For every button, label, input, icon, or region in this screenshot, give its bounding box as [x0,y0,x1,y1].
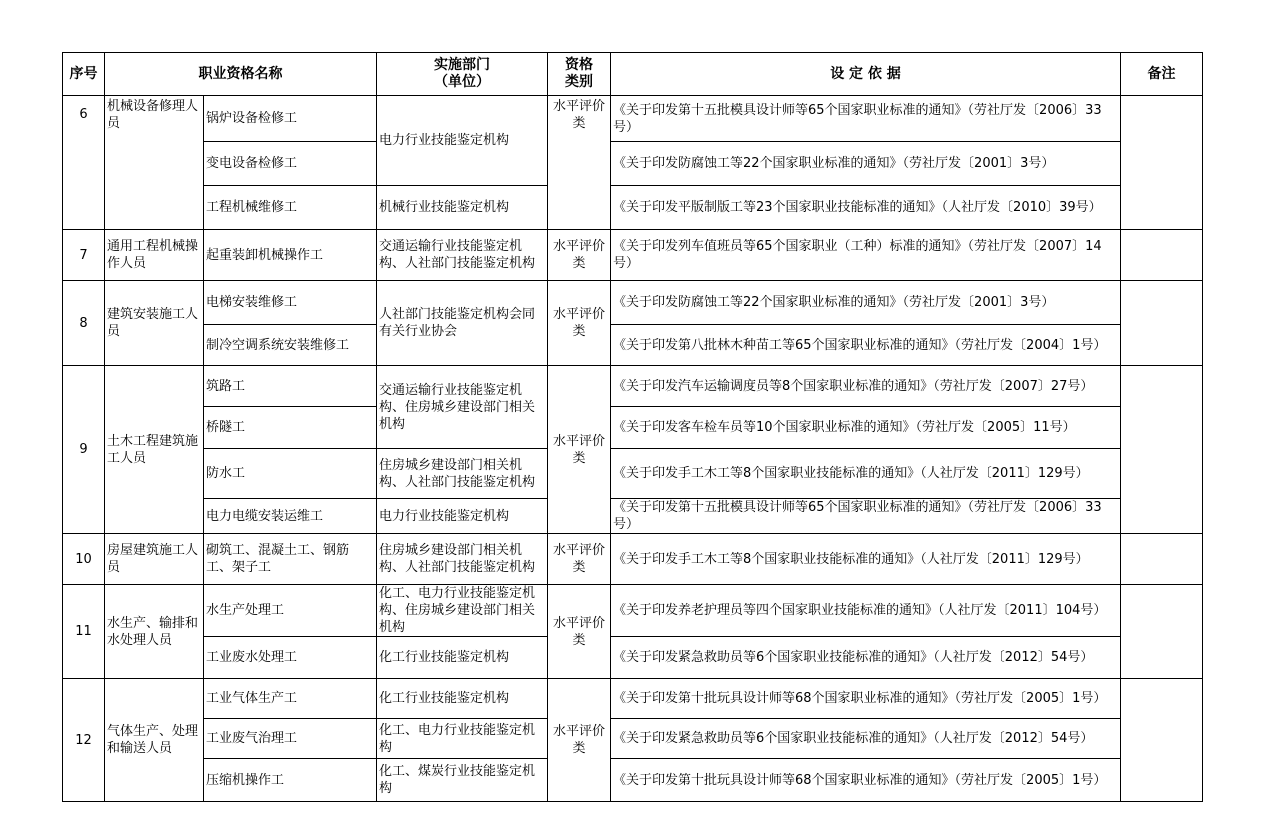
occupation-name: 工业废气治理工 [204,719,377,759]
occupation-name: 电力电缆安装运维工 [204,499,377,534]
table-row [63,449,1203,499]
table-row [63,366,1203,407]
dept-cell: 机械行业技能鉴定机构 [377,186,548,230]
qualification-table [62,52,1203,802]
table-row [63,499,1203,534]
basis-cell: 《关于印发防腐蚀工等22个国家职业标准的通知》（劳社厅发〔2001〕3号） [611,281,1121,325]
basis-cell: 《关于印发第十五批模具设计师等65个国家职业标准的通知》（劳社厅发〔2006〕33号） [611,499,1121,534]
header-no: 序号 [63,53,105,96]
occupation-name: 起重装卸机械操作工 [204,230,377,281]
basis-cell: 《关于印发平版制版工等23个国家职业技能标准的通知》（人社厅发〔2010〕39号） [611,186,1121,230]
basis-cell: 《关于印发第十五批模具设计师等65个国家职业标准的通知》（劳社厅发〔2006〕33号） [611,96,1121,142]
remark-cell [1121,281,1203,366]
table-row [63,585,1203,637]
table-row [63,679,1203,719]
dept-cell: 交通运输行业技能鉴定机构、住房城乡建设部门相关机构 [377,366,548,449]
row-no: 6 [63,96,105,230]
remark-cell [1121,96,1203,230]
type-cell: 水平评价类 [548,281,611,366]
header-name: 职业资格名称 [105,53,377,96]
basis-cell: 《关于印发第十批玩具设计师等68个国家职业标准的通知》（劳社厅发〔2005〕1号） [611,759,1121,802]
occupation-name: 桥隧工 [204,407,377,449]
table-row [63,325,1203,366]
remark-cell [1121,534,1203,585]
occupation-name: 制冷空调系统安装维修工 [204,325,377,366]
dept-cell: 住房城乡建设部门相关机构、人社部门技能鉴定机构 [377,534,548,585]
row-category: 气体生产、处理和输送人员 [105,679,204,802]
table-row [63,230,1203,281]
type-cell: 水平评价类 [548,679,611,802]
row-no: 10 [63,534,105,585]
table-row [63,637,1203,679]
row-no: 9 [63,366,105,534]
row-category: 土木工程建筑施工人员 [105,366,204,534]
row-category: 机械设备修理人员 [105,96,204,230]
dept-cell: 住房城乡建设部门相关机构、人社部门技能鉴定机构 [377,449,548,499]
occupation-name: 变电设备检修工 [204,142,377,186]
basis-cell: 《关于印发紧急救助员等6个国家职业技能标准的通知》（人社厅发〔2012〕54号） [611,719,1121,759]
dept-cell: 人社部门技能鉴定机构会同有关行业协会 [377,281,548,366]
basis-cell: 《关于印发第八批林木种苗工等65个国家职业标准的通知》（劳社厅发〔2004〕1号） [611,325,1121,366]
type-cell: 水平评价类 [548,230,611,281]
occupation-name: 工程机械维修工 [204,186,377,230]
dept-cell: 电力行业技能鉴定机构 [377,96,548,186]
basis-cell: 《关于印发养老护理员等四个国家职业技能标准的通知》（人社厅发〔2011〕104号） [611,585,1121,637]
occupation-name: 砌筑工、混凝土工、钢筋工、架子工 [204,534,377,585]
dept-cell: 化工行业技能鉴定机构 [377,679,548,719]
table-row [63,719,1203,759]
type-cell: 水平评价类 [548,366,611,534]
dept-cell: 化工、电力行业技能鉴定机构、住房城乡建设部门相关机构 [377,585,548,637]
row-no: 7 [63,230,105,281]
row-category: 建筑安装施工人员 [105,281,204,366]
occupation-name: 防水工 [204,449,377,499]
occupation-name: 电梯安装维修工 [204,281,377,325]
header-basis: 设 定 依 据 [611,53,1121,96]
table-row [63,534,1203,585]
basis-cell: 《关于印发手工木工等8个国家职业技能标准的通知》（人社厅发〔2011〕129号） [611,534,1121,585]
occupation-name: 筑路工 [204,366,377,407]
table-row [63,142,1203,186]
header-dept-line1: 实施部门 [434,57,490,73]
remark-cell [1121,230,1203,281]
header-type-line1: 资格 [565,57,593,73]
basis-cell: 《关于印发第十批玩具设计师等68个国家职业标准的通知》（劳社厅发〔2005〕1号） [611,679,1121,719]
basis-cell: 《关于印发手工木工等8个国家职业技能标准的通知》（人社厅发〔2011〕129号） [611,449,1121,499]
dept-cell: 化工行业技能鉴定机构 [377,637,548,679]
header-dept [377,53,548,96]
dept-cell: 交通运输行业技能鉴定机构、人社部门技能鉴定机构 [377,230,548,281]
occupation-name: 水生产处理工 [204,585,377,637]
row-no: 8 [63,281,105,366]
occupation-name: 工业气体生产工 [204,679,377,719]
row-no: 11 [63,585,105,679]
header-type-line2: 类别 [565,74,593,90]
table-row [63,96,1203,142]
basis-cell: 《关于印发列车值班员等65个国家职业（工种）标准的通知》（劳社厅发〔2007〕14号） [611,230,1121,281]
header-type [548,53,611,96]
occupation-name: 压缩机操作工 [204,759,377,802]
row-category: 房屋建筑施工人员 [105,534,204,585]
dept-cell: 化工、电力行业技能鉴定机构 [377,719,548,759]
table-row [63,281,1203,325]
table-row [63,759,1203,802]
basis-cell: 《关于印发防腐蚀工等22个国家职业标准的通知》（劳社厅发〔2001〕3号） [611,142,1121,186]
basis-cell: 《关于印发汽车运输调度员等8个国家职业标准的通知》（劳社厅发〔2007〕27号） [611,366,1121,407]
dept-cell: 电力行业技能鉴定机构 [377,499,548,534]
type-cell: 水平评价类 [548,585,611,679]
row-no: 12 [63,679,105,802]
basis-cell: 《关于印发紧急救助员等6个国家职业技能标准的通知》（人社厅发〔2012〕54号） [611,637,1121,679]
row-category: 通用工程机械操作人员 [105,230,204,281]
table-row [63,407,1203,449]
type-cell: 水平评价类 [548,96,611,230]
header-row [63,53,1203,96]
header-remark: 备注 [1121,53,1203,96]
remark-cell [1121,679,1203,802]
occupation-name: 锅炉设备检修工 [204,96,377,142]
basis-cell: 《关于印发客车检车员等10个国家职业标准的通知》（劳社厅发〔2005〕11号） [611,407,1121,449]
table-row [63,186,1203,230]
occupation-name: 工业废水处理工 [204,637,377,679]
row-category: 水生产、输排和水处理人员 [105,585,204,679]
remark-cell [1121,585,1203,679]
dept-cell: 化工、煤炭行业技能鉴定机构 [377,759,548,802]
remark-cell [1121,366,1203,534]
header-dept-line2: （单位） [434,74,490,90]
type-cell: 水平评价类 [548,534,611,585]
